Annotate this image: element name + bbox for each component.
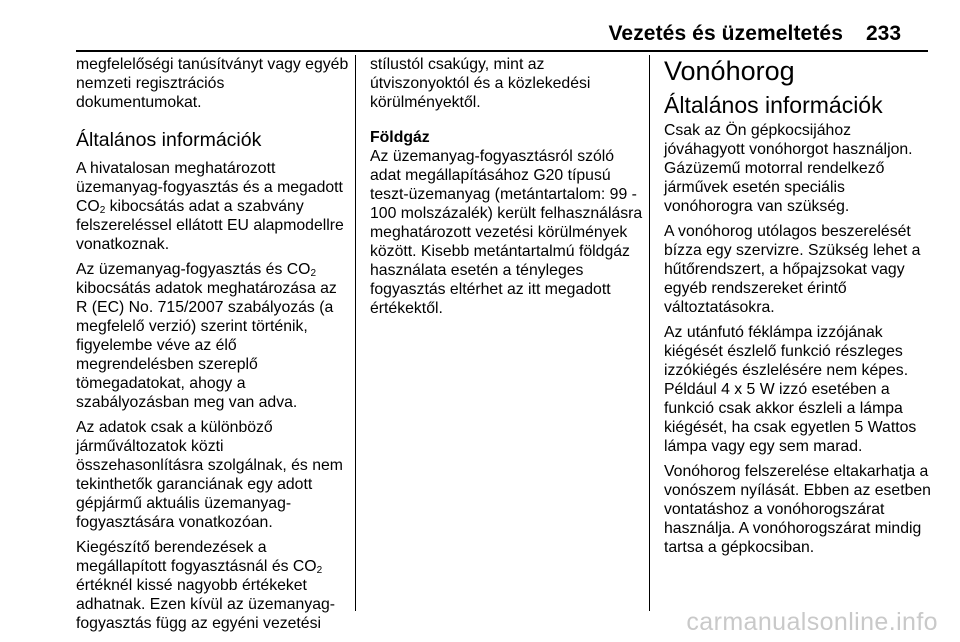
column-left	[76, 55, 352, 633]
column-divider-1	[355, 55, 356, 611]
paragraph-regulation	[76, 260, 352, 412]
paragraph-retrofit: A vonóhorog utólagos beszerelését bízza egy szervizre. Szükség lehet a hűtőrendszert, a hőpajzsokat vagy egyéb rendszereket érintő változtatásokra.	[664, 223, 921, 316]
paragraph-natural-gas: Az üzemanyag-fogyasztásról szóló adat megállapításához G20 típusú teszt-üzemanyag (metántartalom: 99 - 100 molszázalék) került felhasználásra meghatározott vezetési körülmények között. Kisebb metántartalmú földgáz használata esetén a tényleges fogyasztás eltérhet az itt megadott értékektől.	[370, 148, 643, 317]
page-number: 233	[866, 22, 902, 45]
paragraph-towing-eye: Vonóhorog felszerelése eltakarhatja a vonószem nyílását. Ebben az esetben vontatáshoz a vonóhorogszárat használja. A vonóhorogszárat mindig tartsa a gépkocsiban.	[664, 463, 931, 556]
paragraph-official-consumption	[76, 159, 352, 254]
paragraph-comparison: Az adatok csak a különböző járműváltozatok közti összehasonlításra szolgálnak, és nem tekinthetők garanciának egy adott gépjármű aktuális üzemanyag-fogyasztására vonatkozóan.	[76, 419, 343, 531]
column-right	[664, 55, 932, 563]
chapter-title-towbar: Vonóhorog	[664, 56, 795, 86]
header-rule	[76, 50, 928, 52]
text-part: Kiegészítő berendezések a megállapított fogyasztásnál és CO	[76, 539, 317, 575]
section-heading-general-info: Általános információk	[76, 129, 262, 151]
subscript: 2	[316, 565, 323, 576]
subscript: 2	[99, 205, 106, 216]
running-header-title: Vezetés és üzemeltetés	[608, 22, 843, 45]
text-part: értéknél kissé nagyobb értékeket adhatnak. Ezen kívül az üzemanyag-fogyasztás függ az egyéni vezetési	[76, 577, 336, 632]
paragraph-driving-style: stílustól csakúgy, mint az útviszonyoktól és a közlekedési körülményektől.	[370, 56, 591, 111]
paragraph-accessories	[76, 538, 352, 633]
column-divider-2	[649, 55, 650, 611]
section-heading-natural-gas: Földgáz	[370, 129, 430, 146]
text-part: A hivatalosan meghatározott üzemanyag-fogyasztás és a megadott CO	[76, 160, 343, 215]
column-middle	[370, 55, 646, 324]
intro-paragraph: megfelelőségi tanúsítványt vagy egyéb nemzeti regisztrációs dokumentumokat.	[76, 56, 349, 111]
paragraph-brake-lamp: Az utánfutó féklámpa izzójának kiégését észlelő funkció részleges izzókiégés észlelésére nem képes. Például 4 x 5 W izzó esetében a funkció csak akkor észleli a lámpa kiégését, ha csak egyetlen 5 Wattos lámpa vagy egy sem marad.	[664, 324, 917, 455]
subscript: 2	[310, 268, 316, 279]
paragraph-approved-towbar: Csak az Ön gépkocsijához jóváhagyott vonóhorgot használjon. Gázüzemű motorral rendelkező járművek esetén speciális vonóhorogra van szükség.	[664, 122, 913, 215]
section-heading-towbar-general: Általános információk	[664, 92, 883, 118]
watermark-text: carmanualsonline.info	[686, 608, 938, 636]
text-part: Az üzemanyag-fogyasztás és CO	[76, 261, 311, 278]
text-part: kibocsátás adatok meghatározása az R (EC) No. 715/2007 szabályozás (a megfelelő verzió) szerint történik, figyelembe véve az élő megrendelésben szereplő tömegadatokat, ahogy a szabályozásban meg van adva.	[76, 280, 337, 411]
text-part: kibocsátás adat a szabvány felszereléssel ellátott EU alapmodellre vonatkoznak.	[76, 198, 344, 253]
